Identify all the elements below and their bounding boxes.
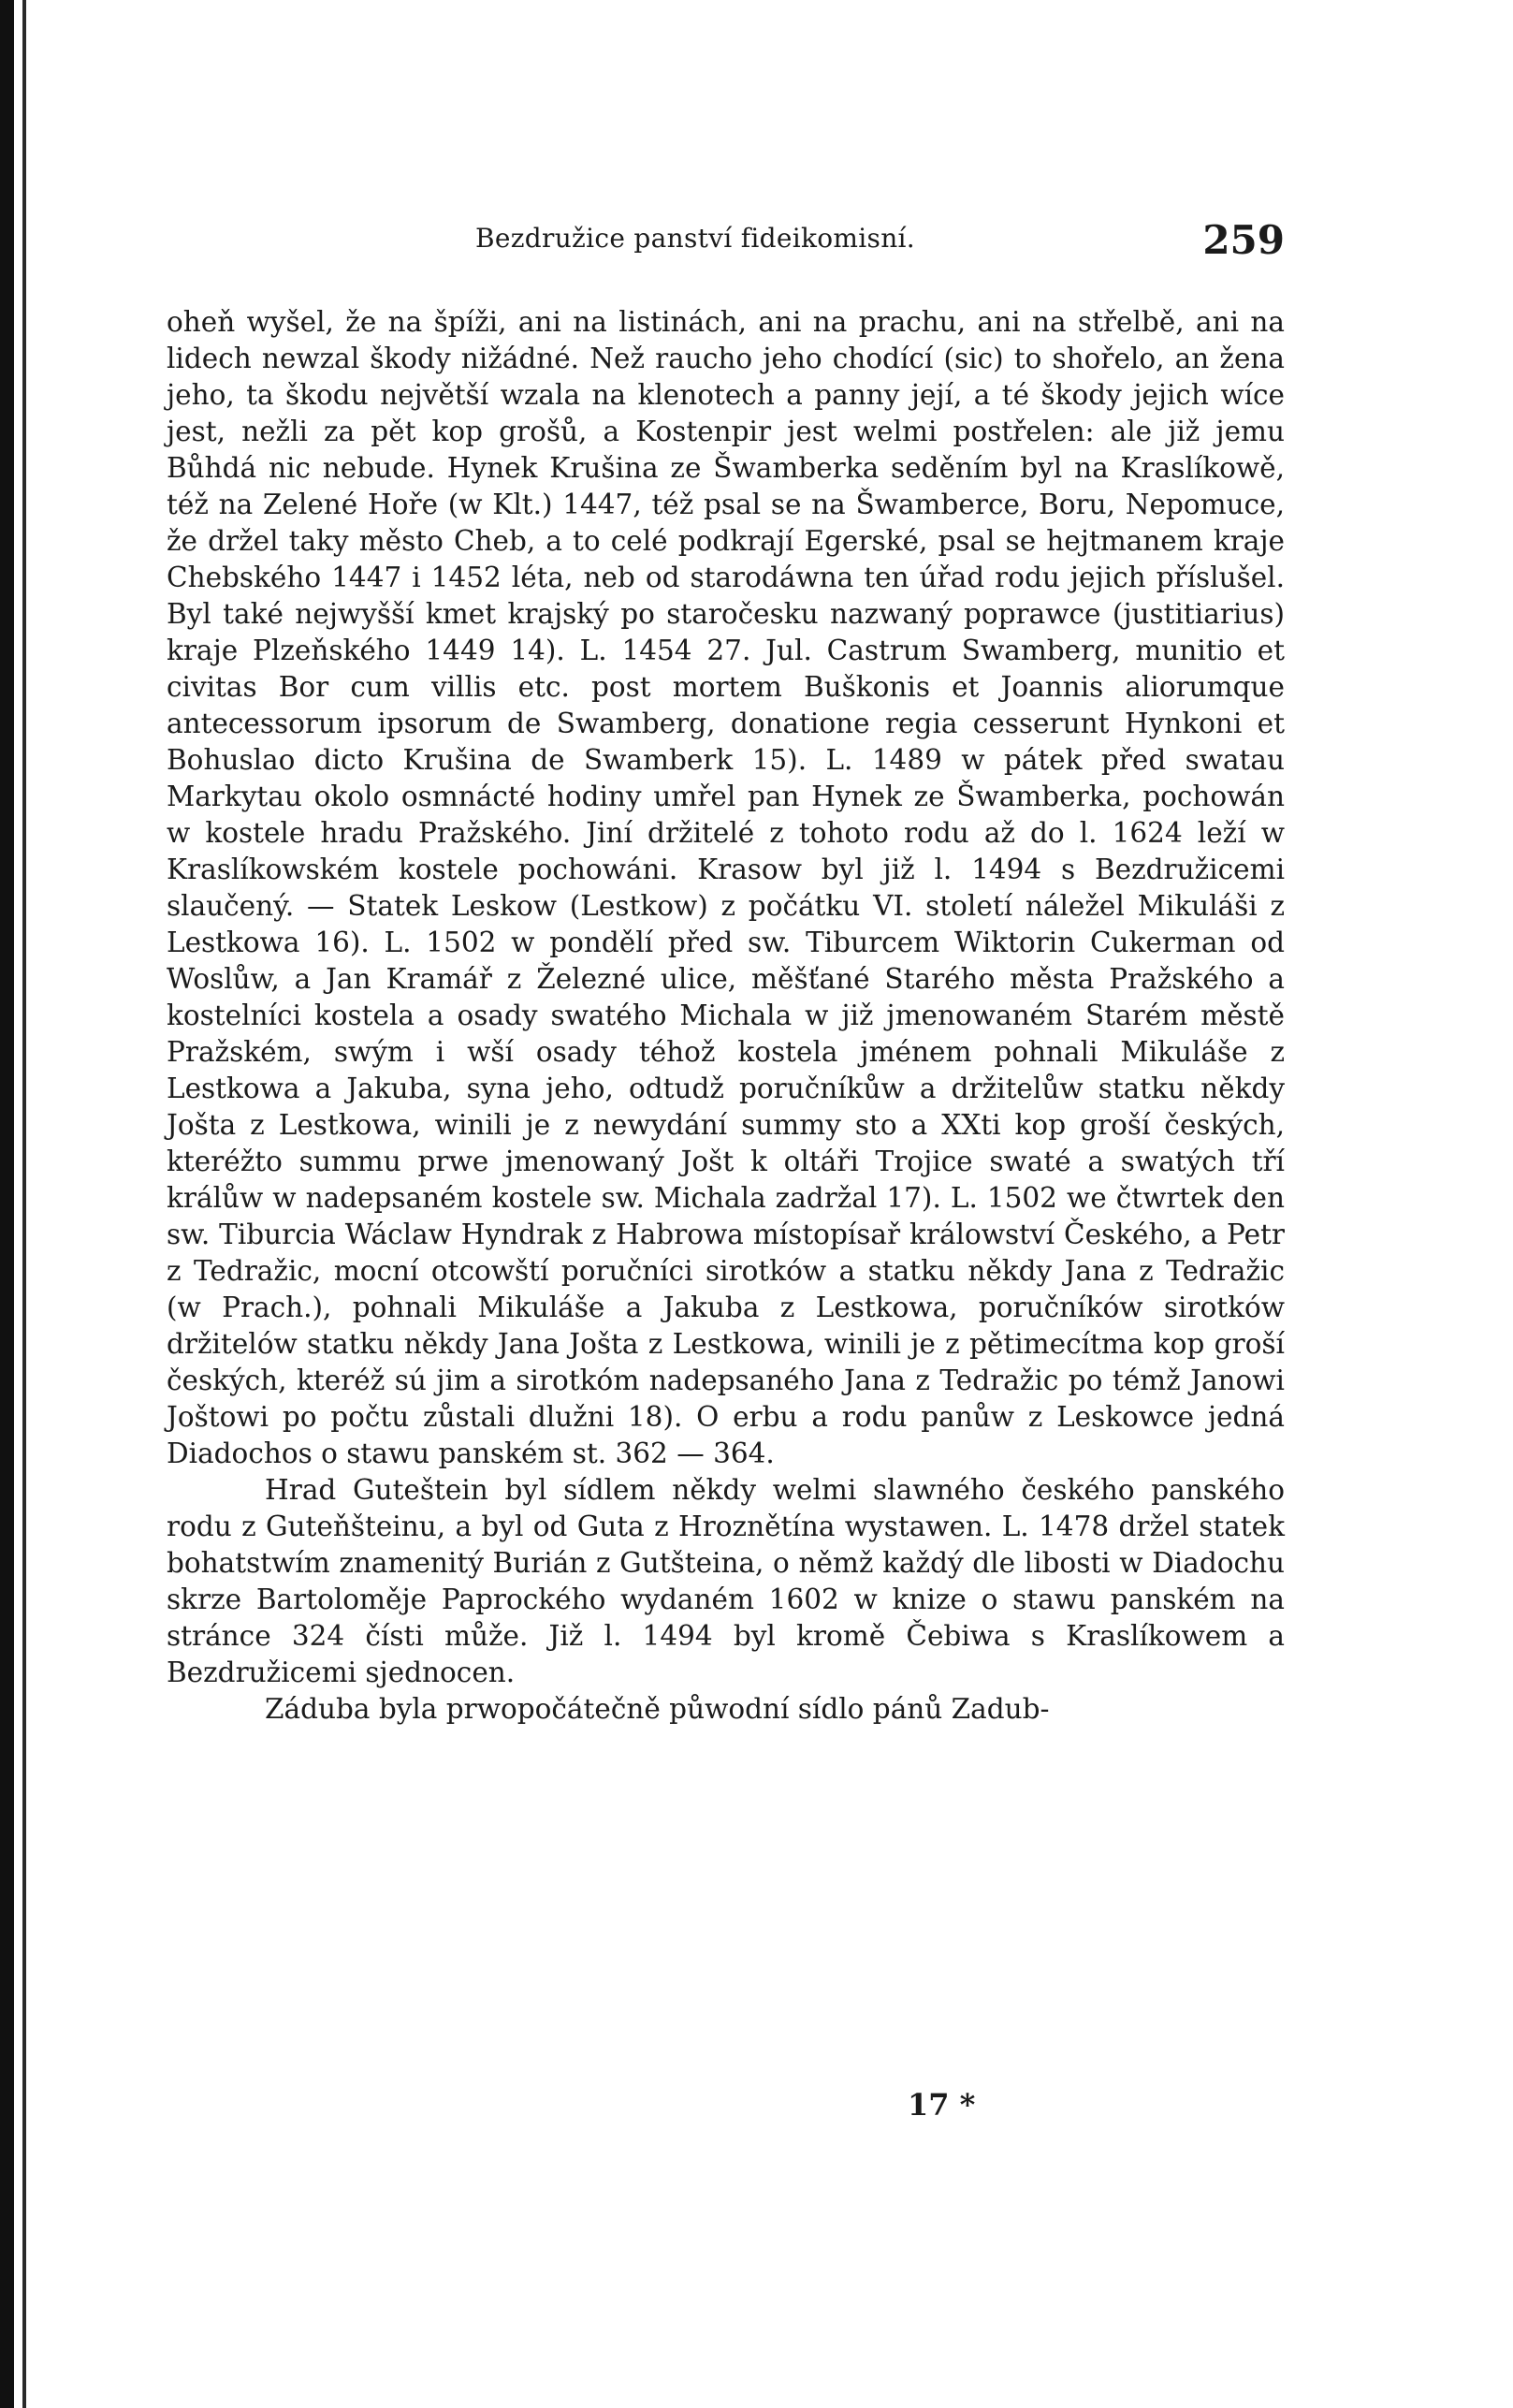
- running-title: Bezdružice panství fideikomisní.: [475, 223, 915, 254]
- scan-left-edge-line: [22, 0, 26, 2408]
- body-text: [167, 304, 1285, 1728]
- paragraph: Hrad Guteštein byl sídlem někdy welmi slawného českého panského rodu z Guteňšteinu, a byl od Guta z Hroznětína wystawen. L. 1478 držel statek bohatstwím znamenitý Burián z Gutšteina, o němž každý dle libosti w Diadochu skrze Bartoloměje Paprockého wydaném 1602 w knize o stawu panském na stránce 324 čísti může. Již l. 1494 byl kromě Čebiwa s Kraslíkowem a Bezdružicemi sjednocen.: [167, 1474, 1285, 1688]
- paragraph: oheň wyšel, že na špíži, ani na listinách, ani na prachu, ani na střelbě, ani na lidech newzal škody nižádné. Než raucho jeho chodící (sic) to shořelo, an žena jeho, ta škodu největší wzala na klenotech a panny její, a té škody jejich wíce jest, nežli za pět kop grošů, a Kostenpir jest welmi postřelen: ale již jemu Bůhdá nic nebude. Hynek Krušina ze Šwamberka seděním byl na Kraslíkowě, též na Zelené Hoře (w Klt.) 1447, též psal se na Šwamberce, Boru, Nepomuce, že držel taky město Cheb, a to celé podkrají Egerské, psal se hejtmanem kraje Chebského 1447 i 1452 léta, neb od starodáwna ten úřad rodu jejich příslušel. Byl také nejwyšší kmet krajský po staročesku nazwaný poprawce (justitiarius) kraje Plzeňského 1449 14). L. 1454 27. Jul. Castrum Swamberg, munitio et civitas Bor cum villis etc. post mortem Buškonis et Joannis aliorumque antecessorum ipsorum de Swamberg, donatione regia cesserunt Hynkoni et Bohuslao dicto Krušina de Swamberk 15). L. 1489 w pátek před swatau Markytau okolo osmnácté hodiny umřel pan Hynek ze Šwamberka, pochowán w kostele hradu Pražského. Jiní držitelé z tohoto rodu až do l. 1624 leží w Kraslíkowském kostele pochowáni. Krasow byl již l. 1494 s Bezdružicemi slaučený. — Statek Leskow (Lestkow) z počátku VI. století náležel Mikuláši z Lestkowa 16). L. 1502 w pondělí před sw. Tiburcem Wiktorin Cukerman od Woslůw, a Jan Kramář z Železné ulice, měšťané Starého města Pražského a kostelníci kostela a osady swatého Michala w již jmenowaném Starém městě Pražském, swým i wší osady téhož kostela jménem pohnali Mikuláše z Lestkowa a Jakuba, syna jeho, odtudž poručníkůw a držitelůw statku někdy Jošta z Lestkowa, winili je z newydání summy sto a XXti kop groší českých, kteréžto summu prwe jmenowaný Jošt k oltáři Trojice swaté a swatých tří králůw w nadepsaném kostele sw. Michala zadržal 17). L. 1502 we čtwrtek den sw. Tiburcia Wáclaw Hyndrak z Habrowa místopísař králowství Českého, a Petr z Tedražic, mocní otcowští poručníci sirotków a statku někdy Jana z Tedražic (w Prach.), pohnali Mikuláše a Jakuba z Lestkowa, poručníków sirotków držitelów statku někdy Jana Jošta z Lestkowa, winili je z pětimecítma kop groší českých, kteréž sú jim a sirotkóm nadepsaného Jana z Tedražic po témž Janowi Joštowi po počtu zůstali dlužni 18). O erbu a rodu panůw z Leskowce jedná Diadochos o stawu panském st. 362 — 364.: [167, 306, 1285, 1469]
- page-header: [167, 217, 1285, 273]
- signature-mark: 17 *: [908, 2087, 976, 2123]
- page-number: 259: [1202, 217, 1285, 263]
- scan-left-edge: [0, 0, 14, 2408]
- paragraph: Záduba byla prwopočátečně půwodní sídlo pánů Zadub-: [265, 1693, 1050, 1725]
